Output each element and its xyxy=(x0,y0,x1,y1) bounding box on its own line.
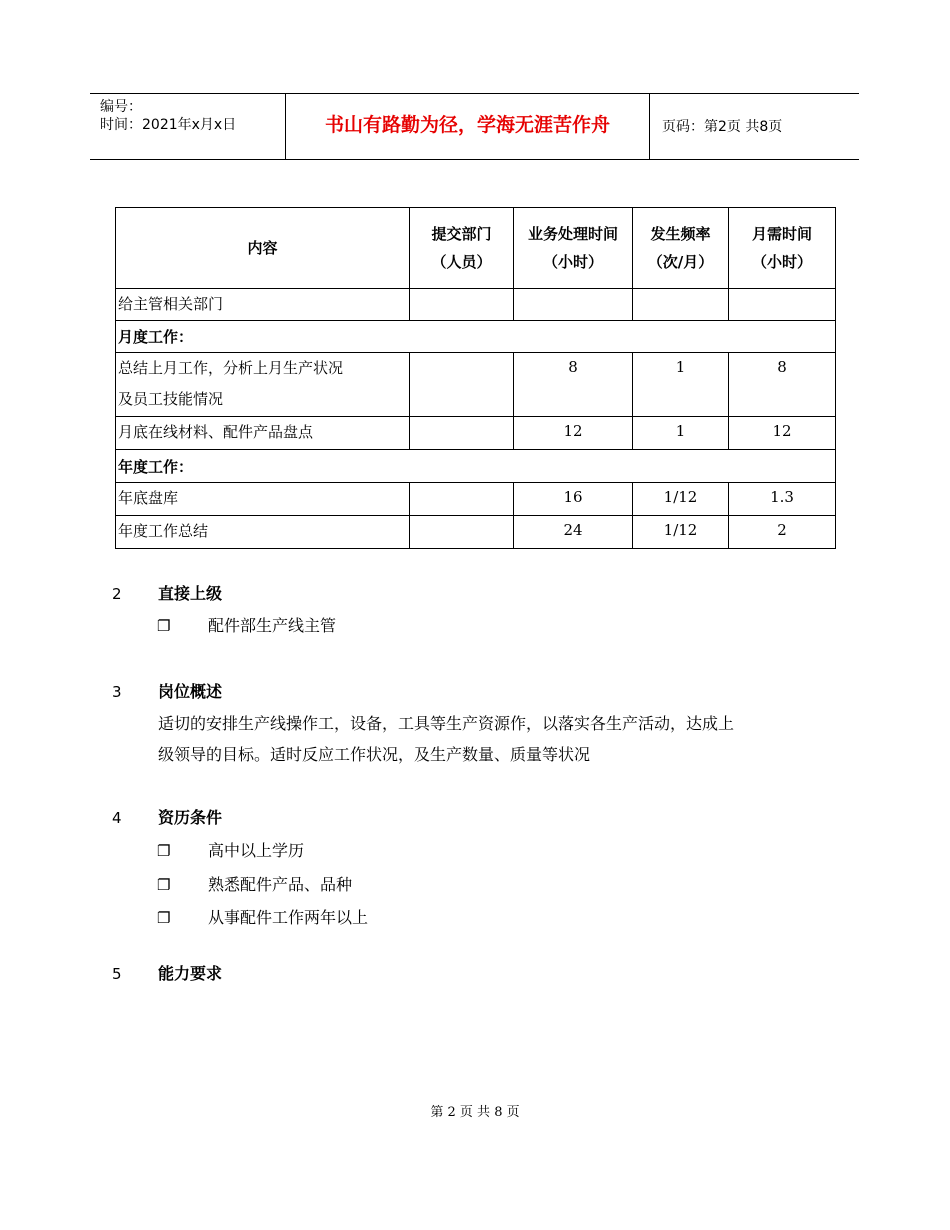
list-item: 从事配件工作两年以上 xyxy=(208,908,369,927)
workload-table xyxy=(115,207,836,549)
header-page-cell xyxy=(650,94,859,159)
table-row xyxy=(116,417,836,450)
cell-monthly: 2 xyxy=(729,516,836,549)
section-number: 4 xyxy=(112,809,122,827)
column-header-dept: 提交部门 （人员） xyxy=(410,208,514,289)
cell-time xyxy=(514,289,633,321)
cell-time: 16 xyxy=(514,483,633,516)
document-number-label: 编号： xyxy=(100,99,142,115)
table-section-row xyxy=(116,321,836,353)
section-number: 5 xyxy=(112,965,122,983)
table-row xyxy=(116,516,836,549)
section-title-qualifications: 资历条件 xyxy=(158,808,223,827)
cell-content: 年底盘库 xyxy=(116,483,410,516)
section-label-annual: 年度工作： xyxy=(116,450,836,483)
section-title-abilities: 能力要求 xyxy=(158,964,223,983)
checkbox-bullet-icon: ❐ xyxy=(157,842,171,860)
column-header-freq: 发生频率 （次/月） xyxy=(633,208,729,289)
section-number: 2 xyxy=(112,585,122,603)
column-header-content: 内容 xyxy=(116,208,410,289)
cell-freq: 1/12 xyxy=(633,483,729,516)
document-time-label: 时间：2021年x月x日 xyxy=(100,117,237,133)
cell-monthly xyxy=(729,289,836,321)
header-info-cell xyxy=(90,94,286,159)
cell-freq: 1 xyxy=(633,353,729,417)
cell-time: 24 xyxy=(514,516,633,549)
cell-dept xyxy=(410,289,514,321)
overview-paragraph-line: 级领导的目标。适时反应工作状况，及生产数量、质量等状况 xyxy=(158,745,591,764)
list-item: 配件部生产线主管 xyxy=(208,616,337,635)
section-number: 3 xyxy=(112,683,122,701)
column-header-monthly: 月需时间 （小时） xyxy=(729,208,836,289)
page-footer: 第 2 页 共 8 页 xyxy=(430,1105,520,1120)
cell-freq: 1/12 xyxy=(633,516,729,549)
cell-dept xyxy=(410,353,514,417)
cell-dept xyxy=(410,483,514,516)
cell-monthly: 8 xyxy=(729,353,836,417)
section-title-overview: 岗位概述 xyxy=(158,682,223,701)
table-row xyxy=(116,483,836,516)
page-header xyxy=(90,93,859,160)
cell-freq: 1 xyxy=(633,417,729,450)
cell-time: 8 xyxy=(514,353,633,417)
list-item: 熟悉配件产品、品种 xyxy=(208,875,353,894)
cell-freq xyxy=(633,289,729,321)
table-header-row xyxy=(116,208,836,289)
table-row xyxy=(116,289,836,321)
cell-monthly: 1.3 xyxy=(729,483,836,516)
cell-content: 总结上月工作，分析上月生产状况 及员工技能情况 xyxy=(116,353,410,417)
cell-dept xyxy=(410,417,514,450)
cell-content: 给主管相关部门 xyxy=(116,289,410,321)
cell-content: 月底在线材料、配件产品盘点 xyxy=(116,417,410,450)
cell-monthly: 12 xyxy=(729,417,836,450)
checkbox-bullet-icon: ❐ xyxy=(157,909,171,927)
header-page-info: 页码：第2页 共8页 xyxy=(662,119,783,135)
header-motto-cell xyxy=(286,94,650,159)
section-label-monthly: 月度工作： xyxy=(116,321,836,353)
table-row xyxy=(116,353,836,417)
checkbox-bullet-icon: ❐ xyxy=(157,876,171,894)
column-header-time: 业务处理时间 （小时） xyxy=(514,208,633,289)
table-section-row xyxy=(116,450,836,483)
checkbox-bullet-icon: ❐ xyxy=(157,617,171,635)
section-title-supervisor: 直接上级 xyxy=(158,584,223,603)
list-item: 高中以上学历 xyxy=(208,841,305,860)
cell-time: 12 xyxy=(514,417,633,450)
cell-content: 年度工作总结 xyxy=(116,516,410,549)
overview-paragraph-line: 适切的安排生产线操作工，设备，工具等生产资源作，以落实各生产活动，达成上 xyxy=(158,714,735,733)
cell-dept xyxy=(410,516,514,549)
header-motto: 书山有路勤为径，学海无涯苦作舟 xyxy=(324,114,610,136)
